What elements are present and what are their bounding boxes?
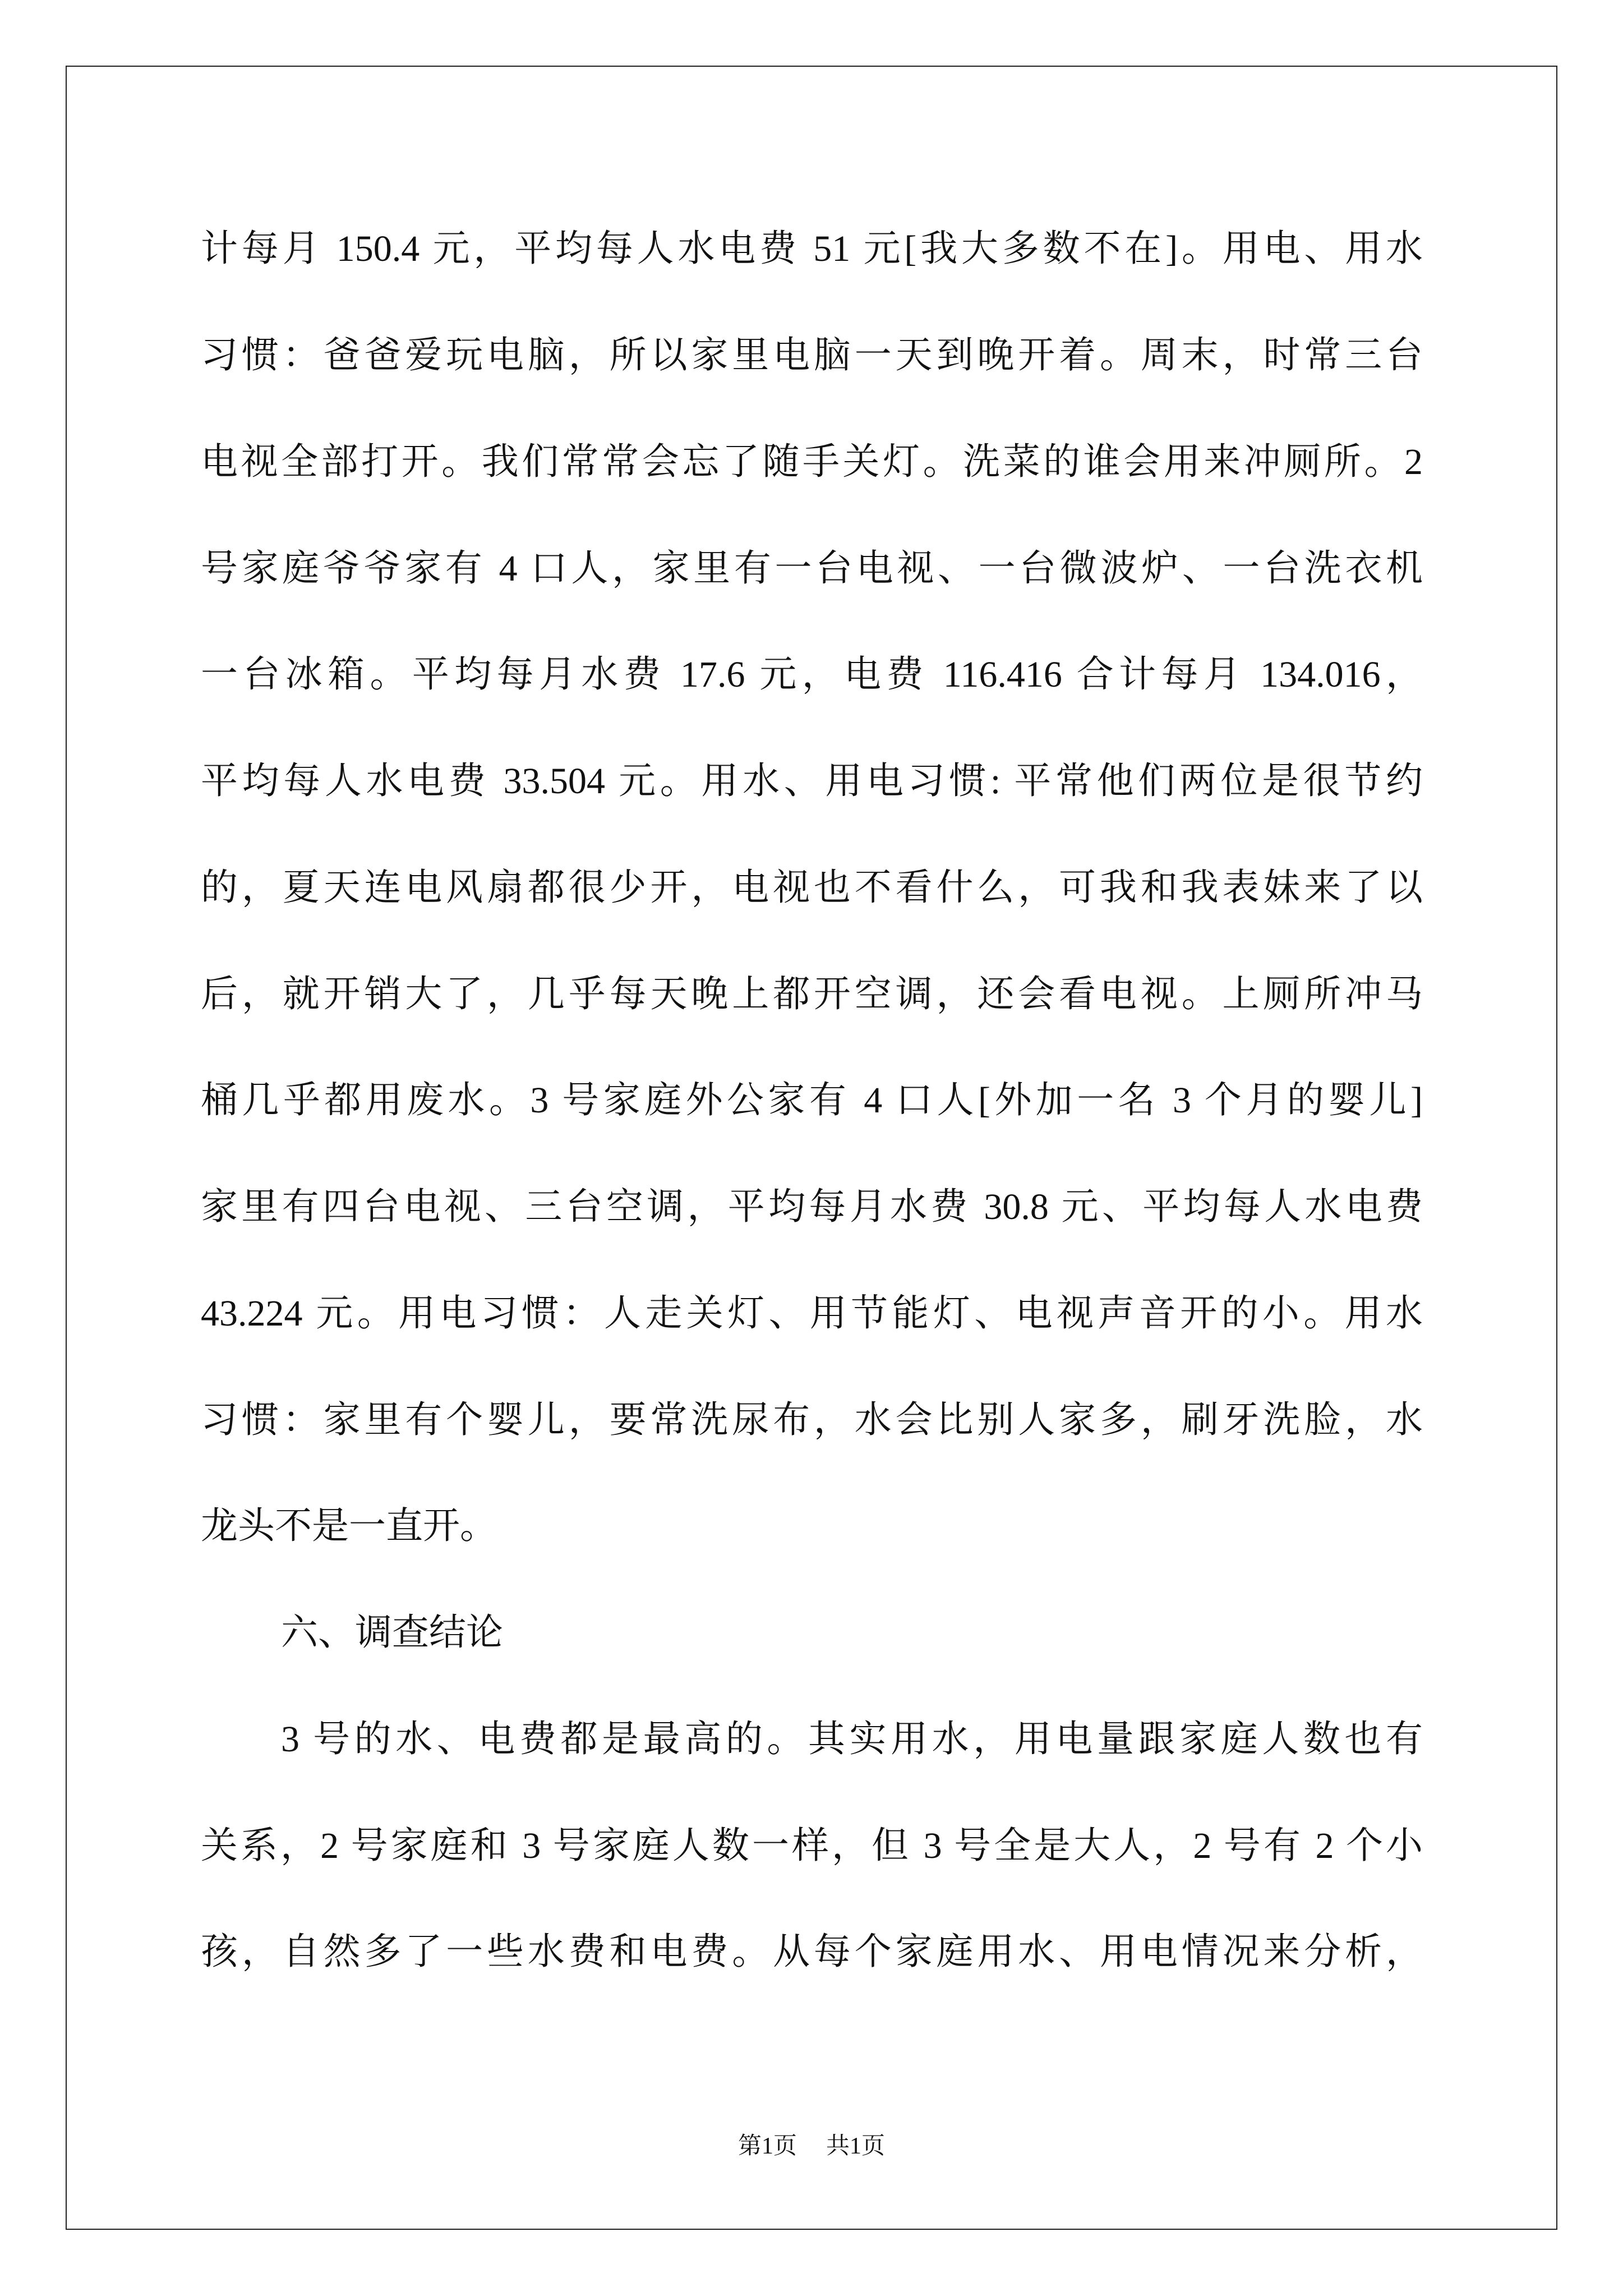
body-text-line: 习惯：爸爸爱玩电脑，所以家里电脑一天到晚开着。周末，时常三台 bbox=[201, 335, 1423, 376]
page-footer bbox=[0, 2129, 1623, 2163]
page-number-total: 共1页 bbox=[826, 2133, 886, 2159]
section-heading: 六、调查结论 bbox=[281, 1612, 503, 1653]
body-text-line: 号家庭爷爷家有 4 口人，家里有一台电视、一台微波炉、一台洗衣机 bbox=[201, 548, 1423, 589]
body-text-line: 桶几乎都用废水。3 号家庭外公家有 4 口人[外加一名 3 个月的婴儿] bbox=[201, 1080, 1423, 1121]
body-text-line: 家里有四台电视、三台空调，平均每月水费 30.8 元、平均每人水电费 bbox=[201, 1186, 1423, 1227]
conclusion-text-line: 3 号的水、电费都是最高的。其实用水，用电量跟家庭人数也有 bbox=[281, 1719, 1423, 1760]
body-text-line: 计每月 150.4 元，平均每人水电费 51 元[我大多数不在]。用电、用水 bbox=[201, 228, 1423, 269]
body-text-line: 43.224 元。用电习惯：人走关灯、用节能灯、电视声音开的小。用水 bbox=[201, 1293, 1423, 1334]
conclusion-text-line: 孩，自然多了一些水费和电费。从每个家庭用水、用电情况来分析， bbox=[201, 1931, 1423, 1972]
body-text-line: 一台冰箱。平均每月水费 17.6 元，电费 116.416 合计每月 134.016， bbox=[201, 654, 1423, 695]
page-number-current: 第1页 bbox=[737, 2133, 797, 2159]
body-text-line: 龙头不是一直开。 bbox=[201, 1506, 497, 1547]
body-text-line: 的，夏天连电风扇都很少开，电视也不看什么，可我和我表妹来了以 bbox=[201, 867, 1423, 908]
body-text-line: 后，就开销大了，几乎每天晚上都开空调，还会看电视。上厕所冲马 bbox=[201, 974, 1423, 1015]
conclusion-text-line: 关系，2 号家庭和 3 号家庭人数一样，但 3 号全是大人，2 号有 2 个小 bbox=[201, 1825, 1423, 1866]
body-text-line: 习惯：家里有个婴儿，要常洗尿布，水会比别人家多，刷牙洗脸，水 bbox=[201, 1400, 1423, 1441]
body-text-line: 电视全部打开。我们常常会忘了随手关灯。洗菜的谁会用来冲厕所。2 bbox=[201, 441, 1423, 482]
body-text-line: 平均每人水电费 33.504 元。用水、用电习惯: 平常他们两位是很节约 bbox=[201, 761, 1423, 802]
